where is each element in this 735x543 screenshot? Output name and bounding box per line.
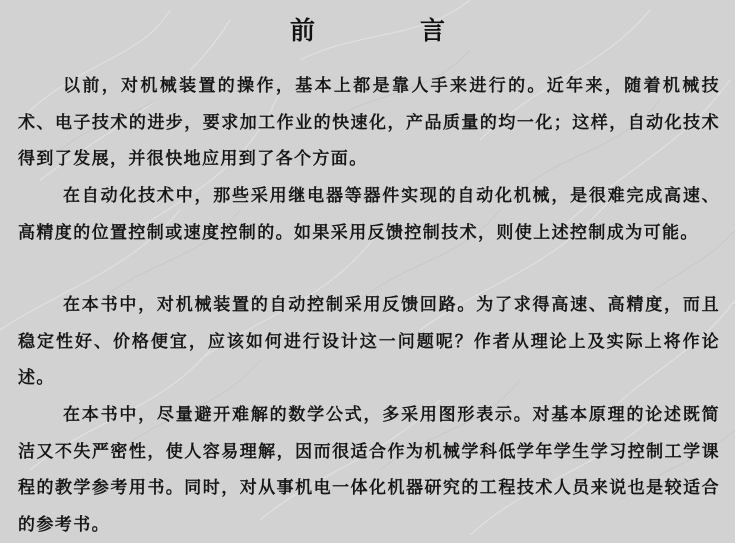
paragraph-1: 以前，对机械装置的操作，基本上都是靠人手来进行的。近年来，随着机械技术、电子技术的进步，要求加工作业的快速化，产品质量的均一化；这样，自动化技术得到了发展，并很快地应用到了各个方面。 (18, 76, 720, 169)
paragraph-2: 在自动化技术中，那些采用继电器等器件实现的自动化机械，是很难完成高速、高精度的位置控制或速度控制的。如果采用反馈控制技术，则使上述控制成为可能。 (18, 186, 720, 243)
paragraph-3: 在本书中，对机械装置的自动控制采用反馈回路。为了求得高速、高精度，而且稳定性好、价格便宜，应该如何进行设计这一问题呢？作者从理论上及实际上将作论述。 (18, 295, 720, 388)
page-title: 前 言 (289, 16, 485, 45)
paragraph-4: 在本书中，尽量避开难解的数学公式，多采用图形表示。对基本原理的论述既简洁又不失严密性，使人容易理解，因而很适合作为机械学科低学年学生学习控制工学课程的教学参考用书。同时，对从事机电一体化机器研究的工程技术人员来说也是较适合的参考书。 (18, 405, 720, 535)
